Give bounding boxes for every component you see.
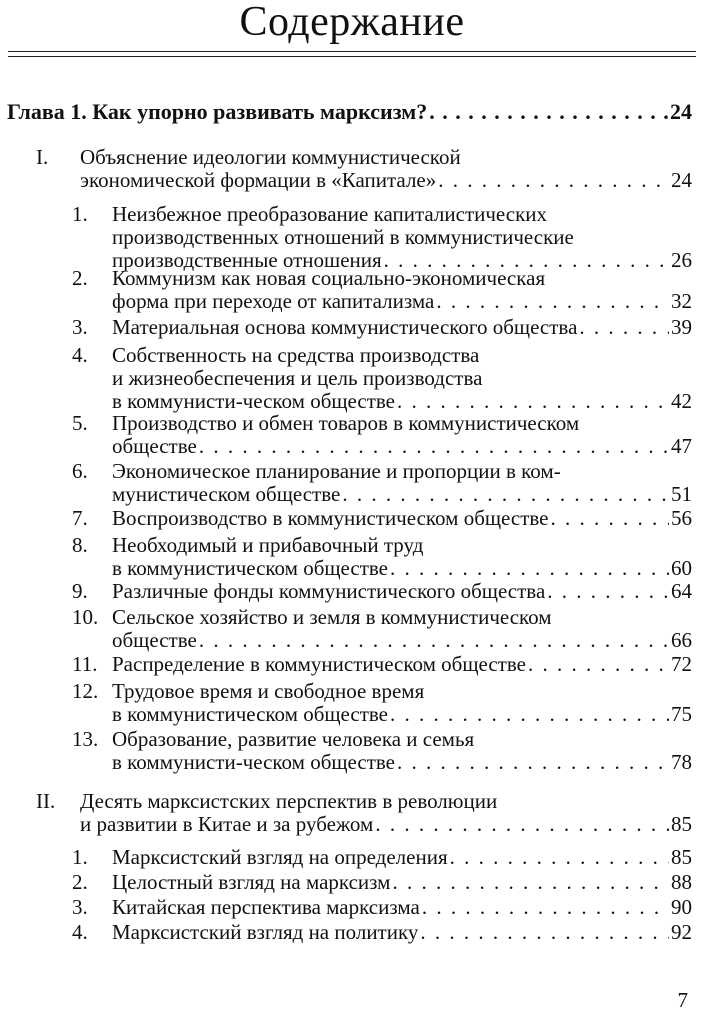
toc-entry-item — [72, 203, 692, 272]
toc-entry-title-line: Марксистский взгляд на политику — [112, 920, 419, 944]
toc-entry-page: 39 — [671, 315, 692, 339]
toc-entry-title-line: экономической формации в «Капитале» — [80, 168, 437, 192]
toc-entry-title-line: Неизбежное преобразование капиталистических — [112, 202, 548, 226]
dot-leader — [397, 390, 669, 413]
toc-entry-page: 24 — [671, 168, 692, 192]
toc-entry-title-line: Собственность на средства производства — [112, 343, 480, 367]
toc-entry-page: 78 — [671, 750, 692, 774]
toc-entry-number: 12. — [72, 679, 99, 703]
toc-entry-page: 75 — [671, 702, 692, 726]
toc-entry-title-line: Распределение в коммунистическом обществе — [112, 652, 526, 676]
dot-leader — [390, 703, 669, 726]
toc-entry-title-line: Объяснение идеологии коммунистической — [80, 145, 461, 169]
toc-entry-title-line: Образование, развитие человека и семья — [112, 727, 475, 751]
toc-entry-number: 7. — [72, 506, 88, 530]
page-title: Содержание — [239, 0, 465, 45]
toc-entry-item — [72, 267, 692, 313]
toc-entry-title-line: Коммунизм как новая социально-экономическая — [112, 266, 546, 290]
toc-entry-page: 56 — [671, 506, 692, 530]
toc-entry-number: 5. — [72, 411, 88, 435]
dot-leader — [438, 169, 669, 192]
page-number: 7 — [677, 988, 688, 1012]
toc-entry-title-line: и жизнеобеспечения и цель производства — [112, 366, 483, 390]
toc-entry-page: 90 — [671, 895, 692, 919]
toc-entry-title-line: Необходимый и прибавочный труд — [112, 533, 424, 557]
toc-entry-page: 42 — [671, 389, 692, 413]
dot-leader — [429, 100, 668, 123]
toc-entry-title-line: в коммунисти-ческом обществе — [112, 389, 395, 413]
dot-leader — [528, 653, 669, 676]
toc-entry-number: 3. — [72, 895, 88, 919]
toc-entry-number: 11. — [72, 652, 98, 676]
toc-entry-title-line: Различные фонды коммунистического общества — [112, 579, 546, 603]
toc-entry-title-line: Трудовое время и свободное время — [112, 679, 425, 703]
toc-entry-item — [72, 507, 692, 530]
toc-entry-number: 2. — [72, 266, 88, 290]
toc-entry-title-line: в коммунистическом обществе — [112, 702, 389, 726]
toc-entry-item — [72, 871, 692, 894]
toc-entry-number: 4. — [72, 343, 88, 367]
toc-entry-item — [72, 606, 692, 652]
toc-entry-page: 85 — [671, 845, 692, 869]
toc-entry-title-line: форма при переходе от капитализма — [112, 289, 435, 313]
dot-leader — [420, 921, 669, 944]
title-rule-bottom — [8, 56, 696, 57]
toc-entry-number: I. — [36, 145, 49, 169]
toc-entry-section — [36, 146, 692, 192]
toc-entry-item — [72, 580, 692, 603]
dot-leader — [375, 813, 669, 836]
toc-entry-page: 92 — [671, 920, 692, 944]
dot-leader — [551, 507, 670, 530]
toc-entry-title-line: и развитии в Китае и за рубежом — [80, 812, 374, 836]
toc-entry-number: II. — [36, 789, 56, 813]
toc-entry-page: 66 — [671, 628, 692, 652]
dot-leader — [397, 751, 669, 774]
toc-entry-item — [72, 846, 692, 869]
toc-entry-title-line: в коммунисти-ческом обществе — [112, 750, 395, 774]
toc-entry-number: 10. — [72, 605, 99, 629]
dot-leader — [450, 846, 669, 869]
toc-entry-page: 47 — [671, 434, 692, 458]
toc-entry-number: 1. — [72, 202, 88, 226]
toc-entry-number: 13. — [72, 727, 99, 751]
toc-entry-number: 9. — [72, 579, 88, 603]
toc-entry-title-line: обществе — [112, 628, 197, 652]
toc-entry-item — [72, 728, 692, 774]
toc-entry-page: 26 — [671, 248, 692, 272]
toc-entry-item — [72, 460, 692, 506]
title-rule-top — [8, 51, 696, 52]
dot-leader — [199, 435, 669, 458]
toc-entry-number: 3. — [72, 315, 88, 339]
toc-entry-title-line: Материальная основа коммунистического общества — [112, 315, 578, 339]
dot-leader — [392, 871, 669, 894]
toc-entry-number: 4. — [72, 920, 88, 944]
toc-entry-item — [72, 653, 692, 676]
toc-entry-number: 8. — [72, 533, 88, 557]
dot-leader — [342, 483, 669, 506]
dot-leader — [422, 896, 669, 919]
toc-entry-item — [72, 680, 692, 726]
toc-entry-title-line: Сельское хозяйство и земля в коммунистическом — [112, 605, 552, 629]
toc-entry-title-line: обществе — [112, 434, 197, 458]
dot-leader — [199, 629, 669, 652]
dot-leader — [390, 557, 669, 580]
dot-leader — [579, 316, 669, 339]
toc-entry-title-line: мунистическом обществе — [112, 482, 341, 506]
toc-entry-title-line: Марксистский взгляд на определения — [112, 845, 448, 869]
toc-entry-item — [72, 896, 692, 919]
toc-entry-chapter — [7, 100, 692, 123]
toc-entry-number: 1. — [72, 845, 88, 869]
toc-entry-section — [36, 790, 692, 836]
toc-entry-page: 60 — [671, 556, 692, 580]
toc-entry-page: 88 — [671, 870, 692, 894]
toc-entry-title-line: Китайская перспектива марксизма — [112, 895, 420, 919]
toc-entry-item — [72, 412, 692, 458]
toc-entry-page: 64 — [671, 579, 692, 603]
toc-entry-title-line: производственных отношений в коммунистические — [112, 225, 574, 249]
toc-entry-title-line: Воспроизводство в коммунистическом обществе — [112, 506, 549, 530]
toc-entry-title-line: Целостный взгляд на марксизм — [112, 870, 391, 894]
toc-entry-title-line: Экономическое планирование и пропорции в ком- — [112, 459, 561, 483]
toc-entry-page: 24 — [670, 99, 692, 124]
toc-entry-page: 72 — [671, 652, 692, 676]
toc-entry-number: 6. — [72, 459, 88, 483]
toc-entry-title-line: в коммунистическом обществе — [112, 556, 389, 580]
toc-entry-title-line: производственные отношения — [112, 248, 382, 272]
toc-entry-page: 51 — [671, 482, 692, 506]
toc-entry-page: 32 — [671, 289, 692, 313]
dot-leader — [436, 290, 669, 313]
toc-entry-item — [72, 921, 692, 944]
toc-entry-number: 2. — [72, 870, 88, 894]
toc-entry-item — [72, 534, 692, 580]
toc-entry-title-line: Производство и обмен товаров в коммунистическом — [112, 411, 580, 435]
toc-entry-item — [72, 316, 692, 339]
toc-entry-page: 85 — [671, 812, 692, 836]
toc-entry-title-line: Глава 1. Как упорно развивать марксизм? — [7, 99, 428, 124]
toc-entry-item — [72, 344, 692, 413]
dot-leader — [547, 580, 669, 603]
toc-entry-title-line: Десять марксистских перспектив в революции — [80, 789, 498, 813]
